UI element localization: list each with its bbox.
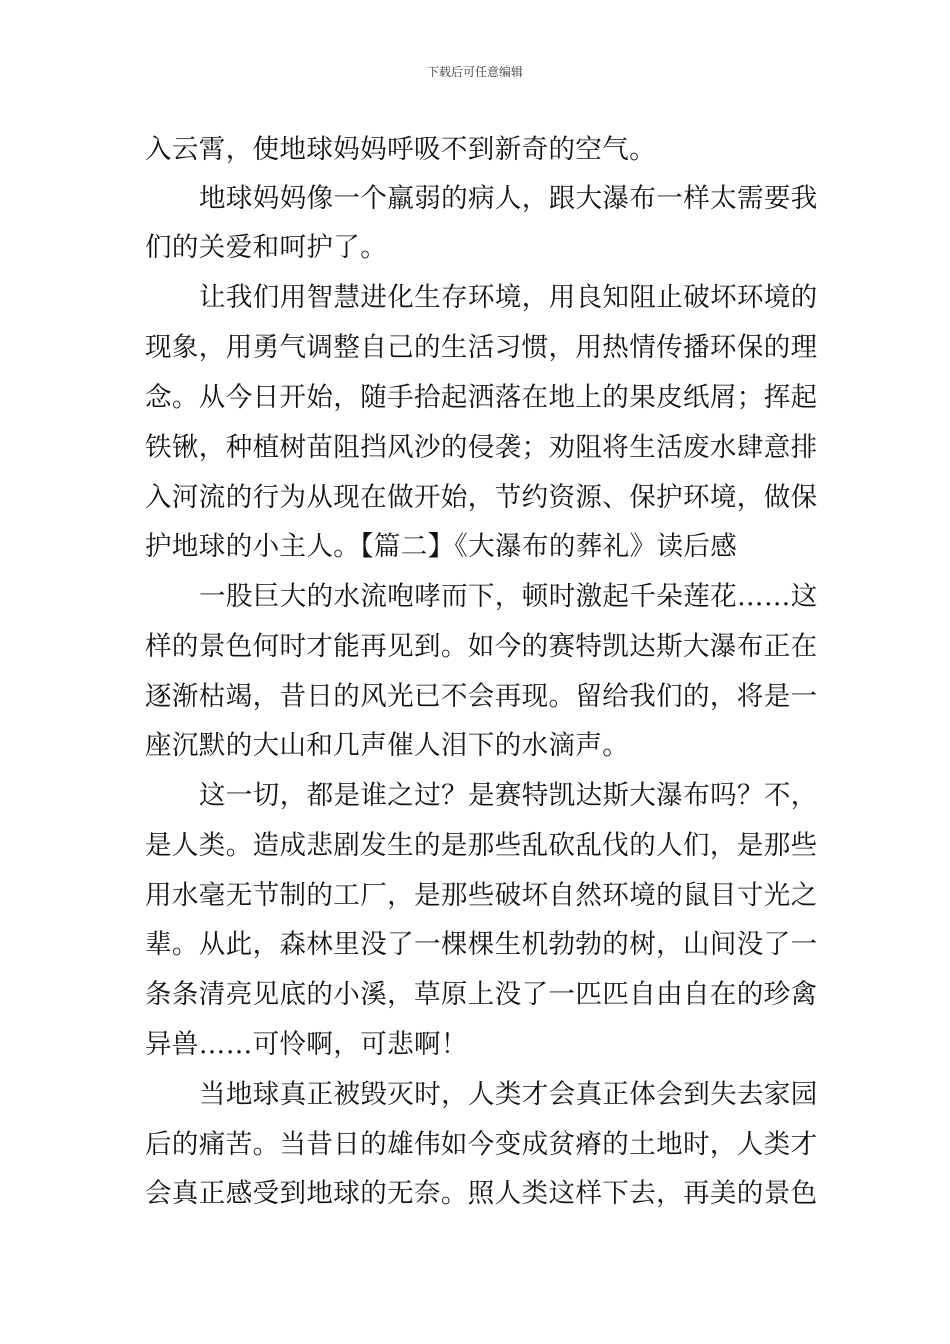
text-line: 入云霄，使地球妈妈呼吸不到新奇的空气。 — [145, 134, 657, 165]
text-line: 护地球的小主人。【篇二】《大瀑布的葬礼》读后感 — [145, 531, 738, 562]
text-line: 们的关爱和呵护了。 — [145, 232, 388, 263]
text-line: 逐渐枯竭，昔日的风光已不会再现。留给我们的，将是一 — [145, 681, 818, 712]
text-line: 这一切，都是谁之过？是赛特凯达斯大瀑布吗？不， — [199, 780, 818, 811]
text-line: 入河流的行为从现在做开始，节约资源、保护环境，做保 — [145, 482, 818, 513]
text-line: 条条清亮见底的小溪，草原上没了一匹匹自由自在的珍禽 — [145, 979, 818, 1010]
text-line: 异兽……可怜啊，可悲啊！ — [145, 1029, 468, 1060]
text-line: 用水毫无节制的工厂，是那些破坏自然环境的鼠目寸光之 — [145, 880, 818, 911]
text-line: 样的景色何时才能再见到。如今的赛特凯达斯大瀑布正在 — [145, 631, 818, 662]
text-line: 后的痛苦。当昔日的雄伟如今变成贫瘠的土地时，人类才 — [145, 1129, 818, 1160]
page-header: 下载后可任意编辑 — [426, 65, 523, 79]
text-line: 现象，用勇气调整自己的生活习惯，用热情传播环保的理 — [145, 332, 818, 363]
text-line: 座沉默的大山和几声催人泪下的水滴声。 — [145, 730, 630, 761]
text-line: 让我们用智慧进化生存环境，用良知阻止破坏环境的 — [199, 282, 818, 313]
text-line: 当地球真正被毁灭时，人类才会真正体会到失去家园 — [199, 1079, 818, 1110]
text-line: 会真正感受到地球的无奈。照人类这样下去，再美的景色 — [145, 1178, 818, 1209]
text-line: 铁锹，种植树苗阻挡风沙的侵袭；劝阻将生活废水肆意排 — [145, 432, 818, 463]
text-line: 一股巨大的水流咆哮而下，顿时激起千朵莲花……这 — [199, 581, 818, 612]
text-line: 是人类。造成悲剧发生的是那些乱砍乱伐的人们，是那些 — [145, 830, 818, 861]
text-line: 辈。从此，森林里没了一棵棵生机勃勃的树，山间没了一 — [145, 929, 818, 960]
text-line: 地球妈妈像一个羸弱的病人，跟大瀑布一样太需要我 — [199, 183, 818, 214]
text-line: 念。从今日开始，随手拾起洒落在地上的果皮纸屑；挥起 — [145, 382, 818, 413]
